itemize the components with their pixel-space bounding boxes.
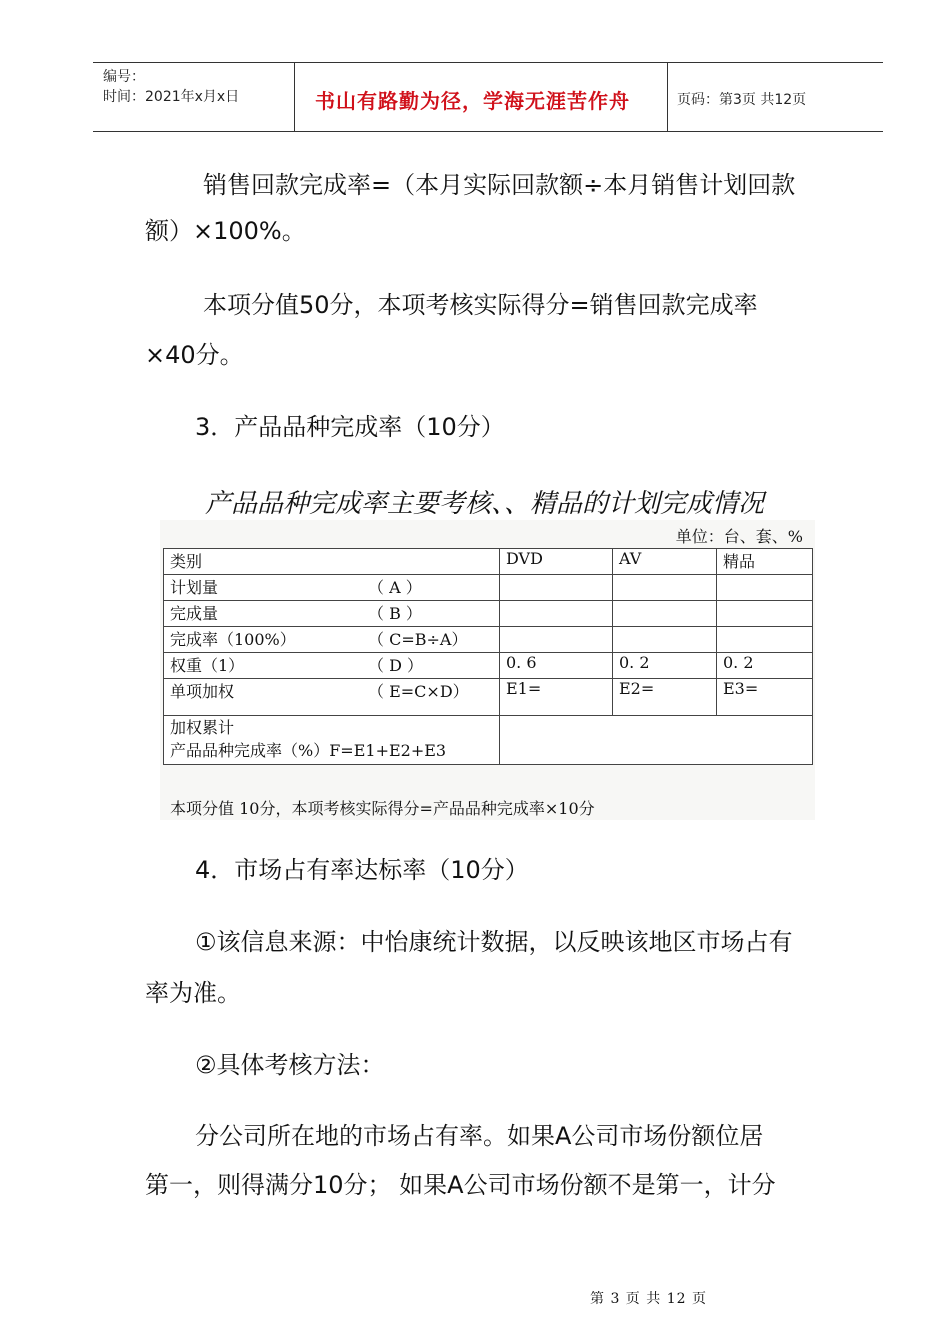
header-page-info: 页码：第3页 共12页	[677, 92, 807, 108]
row-label: 完成量	[170, 604, 219, 623]
table-cell	[613, 627, 717, 653]
page-header	[93, 62, 883, 132]
table-cell	[613, 575, 717, 601]
header-divider	[667, 63, 668, 131]
paragraph-line: 销售回款完成率=（本月实际回款额÷本月销售计划回款	[203, 171, 796, 199]
table-cell	[613, 601, 717, 627]
table-cell: 0. 6	[500, 653, 613, 679]
cumulative-label: 加权累计	[170, 718, 235, 737]
table-header-row	[164, 549, 813, 575]
table-cell: E1=	[500, 679, 613, 716]
table-row	[164, 653, 813, 679]
table-header-cell: 类别	[164, 549, 500, 575]
table-note: 本项分值 10分，本项考核实际得分=产品品种完成率×10分	[170, 799, 595, 818]
paragraph-line: 第一，则得满分10分； 如果A公司市场份额不是第一，计分	[145, 1171, 776, 1199]
section-heading: 4．市场占有率达标率（10分）	[195, 856, 529, 884]
table-cell	[500, 575, 613, 601]
table-cell: 0. 2	[613, 653, 717, 679]
row-code: （ A ）	[368, 578, 422, 597]
table-cell	[717, 601, 813, 627]
row-label: 完成率（100%）	[170, 630, 296, 649]
page-footer: 第 3 页 共 12 页	[590, 1291, 707, 1307]
paragraph-line: 分公司所在地的市场占有率。如果A公司市场份额位居	[195, 1122, 764, 1150]
table-cell	[717, 575, 813, 601]
header-motto: 书山有路勤为径，学海无涯苦作舟	[315, 89, 630, 113]
table-cell: E3=	[717, 679, 813, 716]
cumulative-value-cell	[500, 716, 813, 765]
table-caption: 产品品种完成率主要考核、、精品的计划完成情况	[205, 489, 765, 519]
table-cell: E2=	[613, 679, 717, 716]
time-label: 时间：2021年x月x日	[103, 89, 240, 105]
paragraph-line: ①该信息来源：中怡康统计数据，以反映该地区市场占有	[195, 928, 793, 956]
table-image	[160, 520, 815, 820]
number-label: 编号：	[103, 69, 145, 85]
table-cell	[717, 627, 813, 653]
row-code: （ D ）	[368, 656, 424, 675]
paragraph-line: 本项分值50分，本项考核实际得分=销售回款完成率	[203, 291, 758, 319]
header-divider	[294, 63, 295, 131]
row-code: （ B ）	[368, 604, 422, 623]
cumulative-formula: 产品品种完成率（%）F=E1+E2+E3	[170, 741, 447, 760]
row-code: （ C=B÷A）	[368, 630, 468, 649]
row-label: 计划量	[170, 578, 219, 597]
header-meta	[103, 67, 239, 107]
row-code: （ E=C×D）	[368, 682, 469, 701]
table-header-cell: 精品	[717, 549, 813, 575]
cumulative-label-cell	[164, 716, 500, 765]
table-row	[164, 679, 813, 716]
row-label-cell	[164, 679, 500, 716]
table-row	[164, 716, 813, 765]
table-cell	[500, 627, 613, 653]
data-table	[163, 548, 813, 765]
paragraph-line: ②具体考核方法：	[195, 1051, 385, 1079]
table-cell	[500, 601, 613, 627]
row-label-cell	[164, 653, 500, 679]
row-label-cell	[164, 575, 500, 601]
table-header-cell: DVD	[500, 549, 613, 575]
section-heading: 3．产品品种完成率（10分）	[195, 413, 505, 441]
paragraph-line: 率为准。	[145, 979, 241, 1007]
row-label: 权重（1）	[170, 656, 245, 675]
table-row	[164, 627, 813, 653]
row-label-cell	[164, 627, 500, 653]
paragraph-line: 额）×100%。	[145, 217, 306, 245]
table-unit: 单位：台、套、%	[675, 527, 803, 546]
table-cell: 0. 2	[717, 653, 813, 679]
row-label: 单项加权	[170, 682, 235, 701]
paragraph-line: ×40分。	[145, 341, 244, 369]
table-header-cell: AV	[613, 549, 717, 575]
table-row	[164, 601, 813, 627]
row-label-cell	[164, 601, 500, 627]
table-row	[164, 575, 813, 601]
